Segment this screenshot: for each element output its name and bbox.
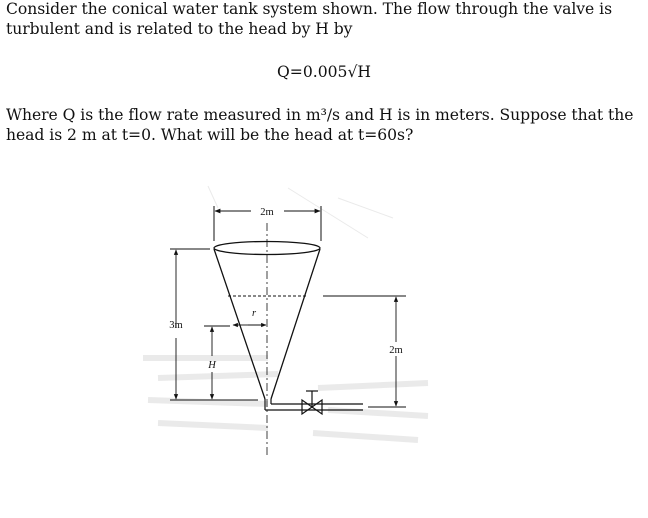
conical-tank-diagram [138, 178, 438, 468]
tank-right-wall [271, 249, 320, 399]
problem-intro: Consider the conical water tank system shown. The flow through the valve is turbulent and is related to the head by H by [6, 0, 613, 38]
faint-background-marks [143, 186, 428, 440]
radius-label: r [251, 308, 257, 319]
top-width-label: 2m [260, 207, 274, 218]
tank-height-label: 3m [169, 320, 183, 331]
conical-tank-figure [138, 178, 438, 468]
head-label: H [208, 360, 216, 371]
initial-head-label: 2m [389, 345, 403, 356]
problem-question: Where Q is the flow rate measured in m³/s and H is in meters. Suppose that the head is 2 m at t=0. What will be the head at t=60s? [6, 106, 634, 144]
flow-equation: Q=0.005√H [276, 63, 372, 81]
